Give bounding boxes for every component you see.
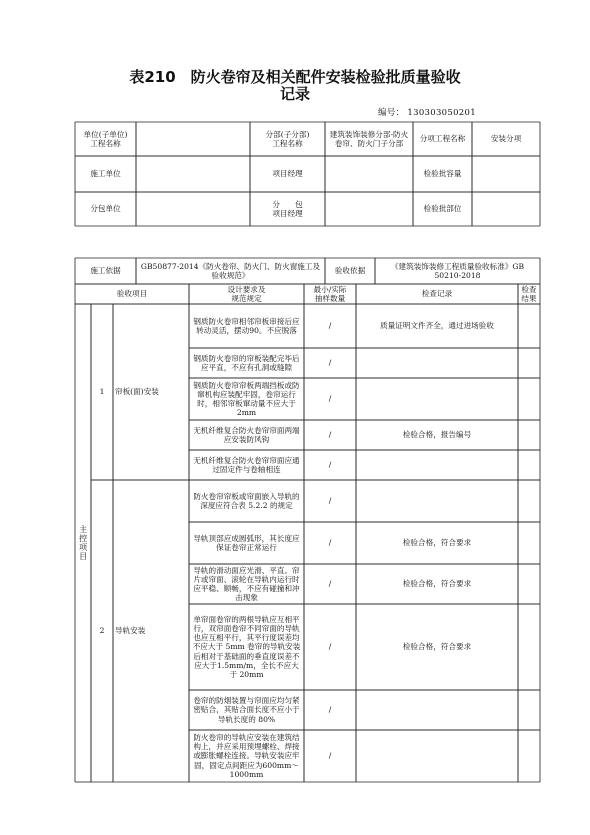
sample-cell: / — [328, 394, 332, 404]
record-cell — [356, 480, 518, 522]
sample-cell: / — [328, 579, 332, 589]
sub-item-value: 安装分项 — [490, 134, 522, 144]
requirement-cell: 钢质防火卷帘帘板两端挡板或防窜机构应装配牢固，卷帘运行时，相邻帘板窜动量不应大于 2mm — [193, 380, 300, 418]
sample-cell: / — [328, 538, 332, 548]
project-manager-value — [325, 156, 413, 192]
sample-cell: / — [328, 642, 332, 652]
column-sample: 最小/实际 抽样数量 — [313, 284, 347, 303]
document-number-label: 编号： — [378, 108, 405, 118]
construction-unit-value — [136, 156, 250, 192]
column-result: 检查 结果 — [521, 284, 537, 303]
sub-division-value: 建筑装饰装修分部-防火卷帘、防火门子分部 — [329, 129, 409, 148]
sample-cell: / — [328, 321, 332, 331]
result-cell — [518, 522, 540, 564]
construction-basis-value: GB50877-2014《防火卷帘、防火门、防火窗施工及验收规范》 — [140, 261, 321, 280]
requirement-cell: 卷帘的防烟装置与帘面应均匀紧密贴合，其贴合面长度不应小于导轨长度的 80% — [193, 696, 300, 724]
record-cell: 质量证明文件齐全，通过进场验收 — [380, 321, 494, 331]
result-cell — [518, 378, 540, 420]
group-number: 2 — [99, 626, 105, 636]
construction-unit-label: 施工单位 — [90, 169, 121, 179]
sub-item-label: 分项工程名称 — [419, 134, 466, 144]
result-cell — [518, 450, 540, 480]
sample-cell: / — [328, 751, 332, 761]
construction-basis-label: 施工依据 — [90, 266, 121, 276]
acceptance-basis-label: 验收依据 — [334, 266, 366, 276]
main-control-label: 主控项目 — [78, 525, 88, 561]
record-cell: 检验合格，符合要求 — [402, 579, 472, 589]
sample-cell: / — [328, 430, 332, 440]
requirement-cell: 钢质防火卷帘的帘板装配完毕后应平直，不应有孔洞或缝隙 — [193, 353, 300, 372]
result-cell — [518, 480, 540, 522]
sub-division-label: 分部(子分部) 工程名称 — [265, 129, 310, 148]
record-cell: 检验合格，报告编号 — [402, 430, 472, 440]
requirement-cell: 无机纤维复合防火卷帘帘面应通过固定件与卷轴相连 — [193, 455, 300, 474]
sample-cell: / — [328, 460, 332, 470]
requirement-cell: 钢质防火卷帘相邻帘板串接后应转动灵活，摆动90。不应脱落 — [193, 316, 300, 335]
requirement-cell: 导轨的滑动面应光滑、平直。帘片或帘面、滚轮在导轨内运行时应平稳、顺畅，不应有碰撞和冲击现象 — [193, 565, 300, 603]
project-manager-label: 项目经理 — [272, 169, 303, 179]
requirement-cell: 导轨顶部应成圆弧形，其长度应保证卷帘正常运行 — [193, 533, 300, 552]
unit-project-label: 单位(子单位) 工程名称 — [83, 129, 128, 148]
result-cell — [518, 690, 540, 730]
subcontract-unit-value — [136, 192, 250, 226]
group-name: 帘板(面)安装 — [115, 387, 159, 397]
sample-cell: / — [328, 705, 332, 715]
result-cell — [518, 348, 540, 378]
subcontract-unit-label: 分包单位 — [90, 204, 121, 214]
document-title-line1: 表210 防火卷帘及相关配件安装检验批质量验收 — [129, 68, 461, 86]
batch-capacity-value — [472, 156, 540, 192]
batch-location-value — [472, 192, 540, 226]
document-title-line2: 记录 — [279, 85, 310, 103]
column-record: 检查记录 — [421, 289, 453, 299]
record-cell: 检验合格，符合要求 — [402, 538, 472, 548]
record-cell — [356, 690, 518, 730]
batch-capacity-label: 检验批容量 — [423, 169, 462, 179]
sample-cell: / — [328, 358, 332, 368]
record-cell — [356, 730, 518, 782]
result-cell — [518, 304, 540, 348]
document-number-value: 130303050201 — [407, 108, 476, 118]
requirement-cell: 防火卷帘的导轨应安装在建筑结构上，并应采用预埋螺栓、焊接或膨胀螺栓连接。导轨安装应牢固，固定点间距应为600mm～1000mm — [193, 732, 300, 779]
result-cell — [518, 564, 540, 604]
record-cell — [356, 348, 518, 378]
unit-project-value — [136, 122, 250, 156]
requirement-cell: 无机纤维复合防火卷帘帘面两端应安装防风钩 — [193, 425, 300, 444]
subcontract-manager-value — [325, 192, 413, 226]
result-cell — [518, 604, 540, 690]
record-cell — [356, 450, 518, 480]
column-item: 验收项目 — [116, 289, 148, 299]
result-cell — [518, 730, 540, 782]
column-requirement: 设计要求及 规范规定 — [227, 284, 266, 303]
subcontract-manager-label: 分 包 项目经理 — [272, 199, 303, 218]
requirement-cell: 防火卷帘帘板或帘面嵌入导轨的深度应符合表 5.2.2 的规定 — [193, 491, 300, 510]
result-cell — [518, 420, 540, 450]
record-cell — [356, 378, 518, 420]
requirement-cell: 单帘面卷帘的两根导轨应互相平行，双帘面卷帘不同帘面的导轨也应互相平行，其平行度误差均不应大于 5mm 卷帘的导轨安装后相对于基础面的垂直度误差不应大于1.5mm/m，全长不应大于 20mm — [192, 614, 301, 679]
sample-cell: / — [328, 496, 332, 506]
acceptance-basis-value: 《建筑装饰装修工程质量验收标准》GB 50210-2018 — [390, 261, 525, 280]
group-name: 导轨安装 — [115, 626, 146, 636]
group-number: 1 — [99, 387, 105, 397]
record-cell: 检验合格，符合要求 — [402, 642, 472, 652]
batch-location-label: 检验批部位 — [423, 204, 462, 214]
